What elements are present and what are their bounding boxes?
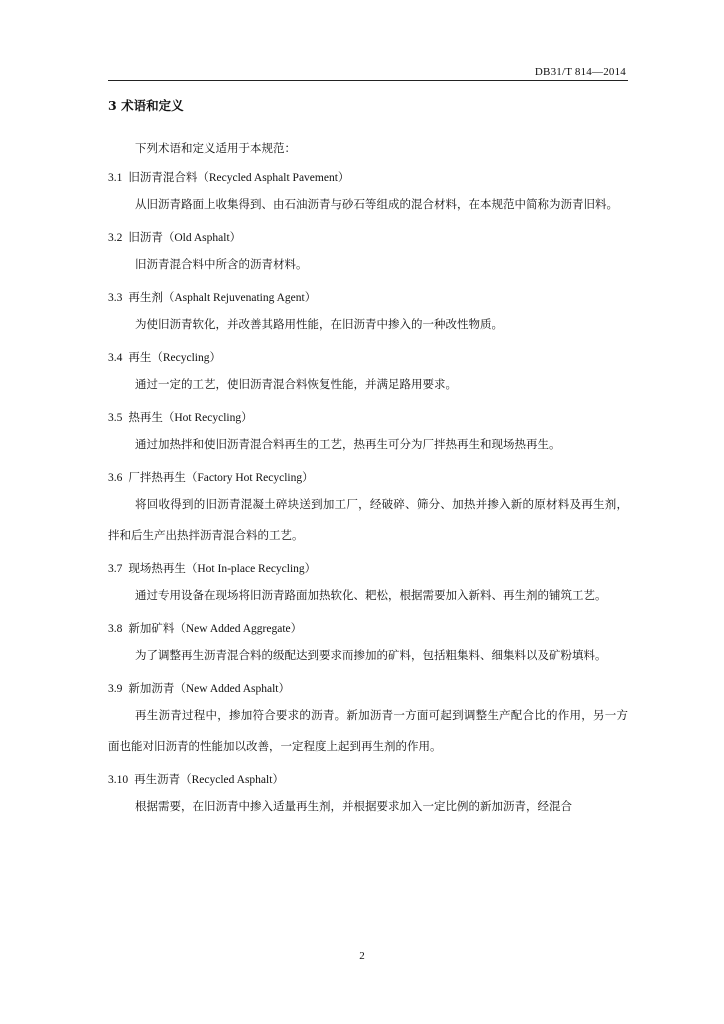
term-definition: 为使旧沥青软化，并改善其路用性能，在旧沥青中掺入的一种改性物质。: [135, 317, 503, 331]
term-3-9: [108, 678, 628, 762]
term-en: Old Asphalt: [174, 232, 230, 244]
term-definition: 通过专用设备在现场将旧沥青路面加热软化、耙松，根据需要加入新料、再生剂的铺筑工艺。: [135, 588, 607, 602]
term-heading: 3.4 再生（Recycling）: [108, 347, 628, 367]
document-body: [108, 96, 628, 829]
term-number: 3.10: [108, 774, 129, 786]
standard-code: DB31/T 814—2014: [534, 66, 626, 78]
term-zh: 再生剂: [128, 290, 163, 304]
term-number: 3.5: [108, 412, 123, 424]
term-en: Hot Recycling: [174, 412, 242, 424]
term-zh: 再生: [128, 350, 152, 364]
term-definition: 旧沥青混合料中所含的沥青材料。: [135, 257, 308, 271]
term-definition: 从旧沥青路面上收集得到、由石油沥青与砂石等组成的混合材料，在本规范中简称为沥青旧料。: [135, 197, 618, 211]
term-zh: 旧沥青混合料: [128, 170, 198, 184]
term-en: Recycled Asphalt: [191, 774, 273, 786]
term-heading: 3.1 旧沥青混合料（Recycled Asphalt Pavement）: [108, 167, 628, 187]
term-3-8: [108, 618, 628, 671]
term-en: Factory Hot Recycling: [197, 472, 303, 484]
term-3-6: [108, 467, 628, 551]
term-en: Recycled Asphalt Pavement: [208, 172, 338, 184]
term-heading: 3.9 新加沥青（New Added Asphalt）: [108, 678, 628, 698]
term-zh: 新加沥青: [128, 681, 175, 695]
term-heading: 3.8 新加矿料（New Added Aggregate）: [108, 618, 628, 638]
section-intro: 下列术语和定义适用于本规范：: [135, 141, 296, 155]
section-number: 3: [108, 98, 117, 113]
term-heading: 3.10 再生沥青（Recycled Asphalt）: [108, 769, 628, 789]
term-3-2: [108, 227, 628, 280]
term-number: 3.4: [108, 352, 123, 364]
term-3-4: [108, 347, 628, 400]
term-definition: 为了调整再生沥青混合料的级配达到要求而掺加的矿料，包括粗集料、细集料以及矿粉填料。: [135, 648, 607, 662]
term-zh: 新加矿料: [128, 621, 175, 635]
term-number: 3.3: [108, 292, 123, 304]
term-zh: 旧沥青: [128, 230, 163, 244]
section-heading: [108, 96, 628, 116]
term-en: New Added Asphalt: [185, 683, 279, 695]
term-number: 3.2: [108, 232, 123, 244]
term-en: New Added Aggregate: [185, 623, 291, 635]
page-number: 2: [359, 950, 365, 962]
term-number: 3.1: [108, 172, 123, 184]
term-heading: 3.3 再生剂（Asphalt Rejuvenating Agent）: [108, 287, 628, 307]
term-definition: 再生沥青过程中，掺加符合要求的沥青。新加沥青一方面可起到调整生产配合比的作用，另一方面也能对旧沥青的性能加以改善，一定程度上起到再生剂的作用。: [108, 708, 628, 753]
term-definition: 将回收得到的旧沥青混凝土碎块送到加工厂，经破碎、筛分、加热并掺入新的原材料及再生剂，拌和后生产出热拌沥青混合料的工艺。: [108, 497, 628, 542]
term-3-5: [108, 407, 628, 460]
term-en: Asphalt Rejuvenating Agent: [174, 292, 305, 304]
term-3-3: [108, 287, 628, 340]
term-zh: 热再生: [128, 410, 163, 424]
term-zh: 厂拌热再生: [128, 470, 186, 484]
term-heading: 3.5 热再生（Hot Recycling）: [108, 407, 628, 427]
term-heading: 3.6 厂拌热再生（Factory Hot Recycling）: [108, 467, 628, 487]
term-zh: 再生沥青: [134, 772, 181, 786]
term-en: Recycling: [162, 352, 210, 364]
term-definition: 根据需要，在旧沥青中掺入适量再生剂，并根据要求加入一定比例的新加沥青，经混合: [135, 799, 572, 813]
term-zh: 现场热再生: [128, 561, 186, 575]
term-heading: 3.7 现场热再生（Hot In-place Recycling）: [108, 558, 628, 578]
term-definition: 通过一定的工艺，使旧沥青混合料恢复性能，并满足路用要求。: [135, 377, 457, 391]
term-number: 3.8: [108, 623, 123, 635]
term-number: 3.9: [108, 683, 123, 695]
term-3-7: [108, 558, 628, 611]
term-en: Hot In-place Recycling: [197, 563, 305, 575]
term-number: 3.6: [108, 472, 123, 484]
header-divider: [108, 80, 628, 81]
term-3-1: [108, 167, 628, 220]
term-number: 3.7: [108, 563, 123, 575]
term-3-10: [108, 769, 628, 822]
term-definition: 通过加热拌和使旧沥青混合料再生的工艺，热再生可分为厂拌热再生和现场热再生。: [135, 437, 561, 451]
term-heading: 3.2 旧沥青（Old Asphalt）: [108, 227, 628, 247]
section-title: 术语和定义: [121, 98, 184, 113]
